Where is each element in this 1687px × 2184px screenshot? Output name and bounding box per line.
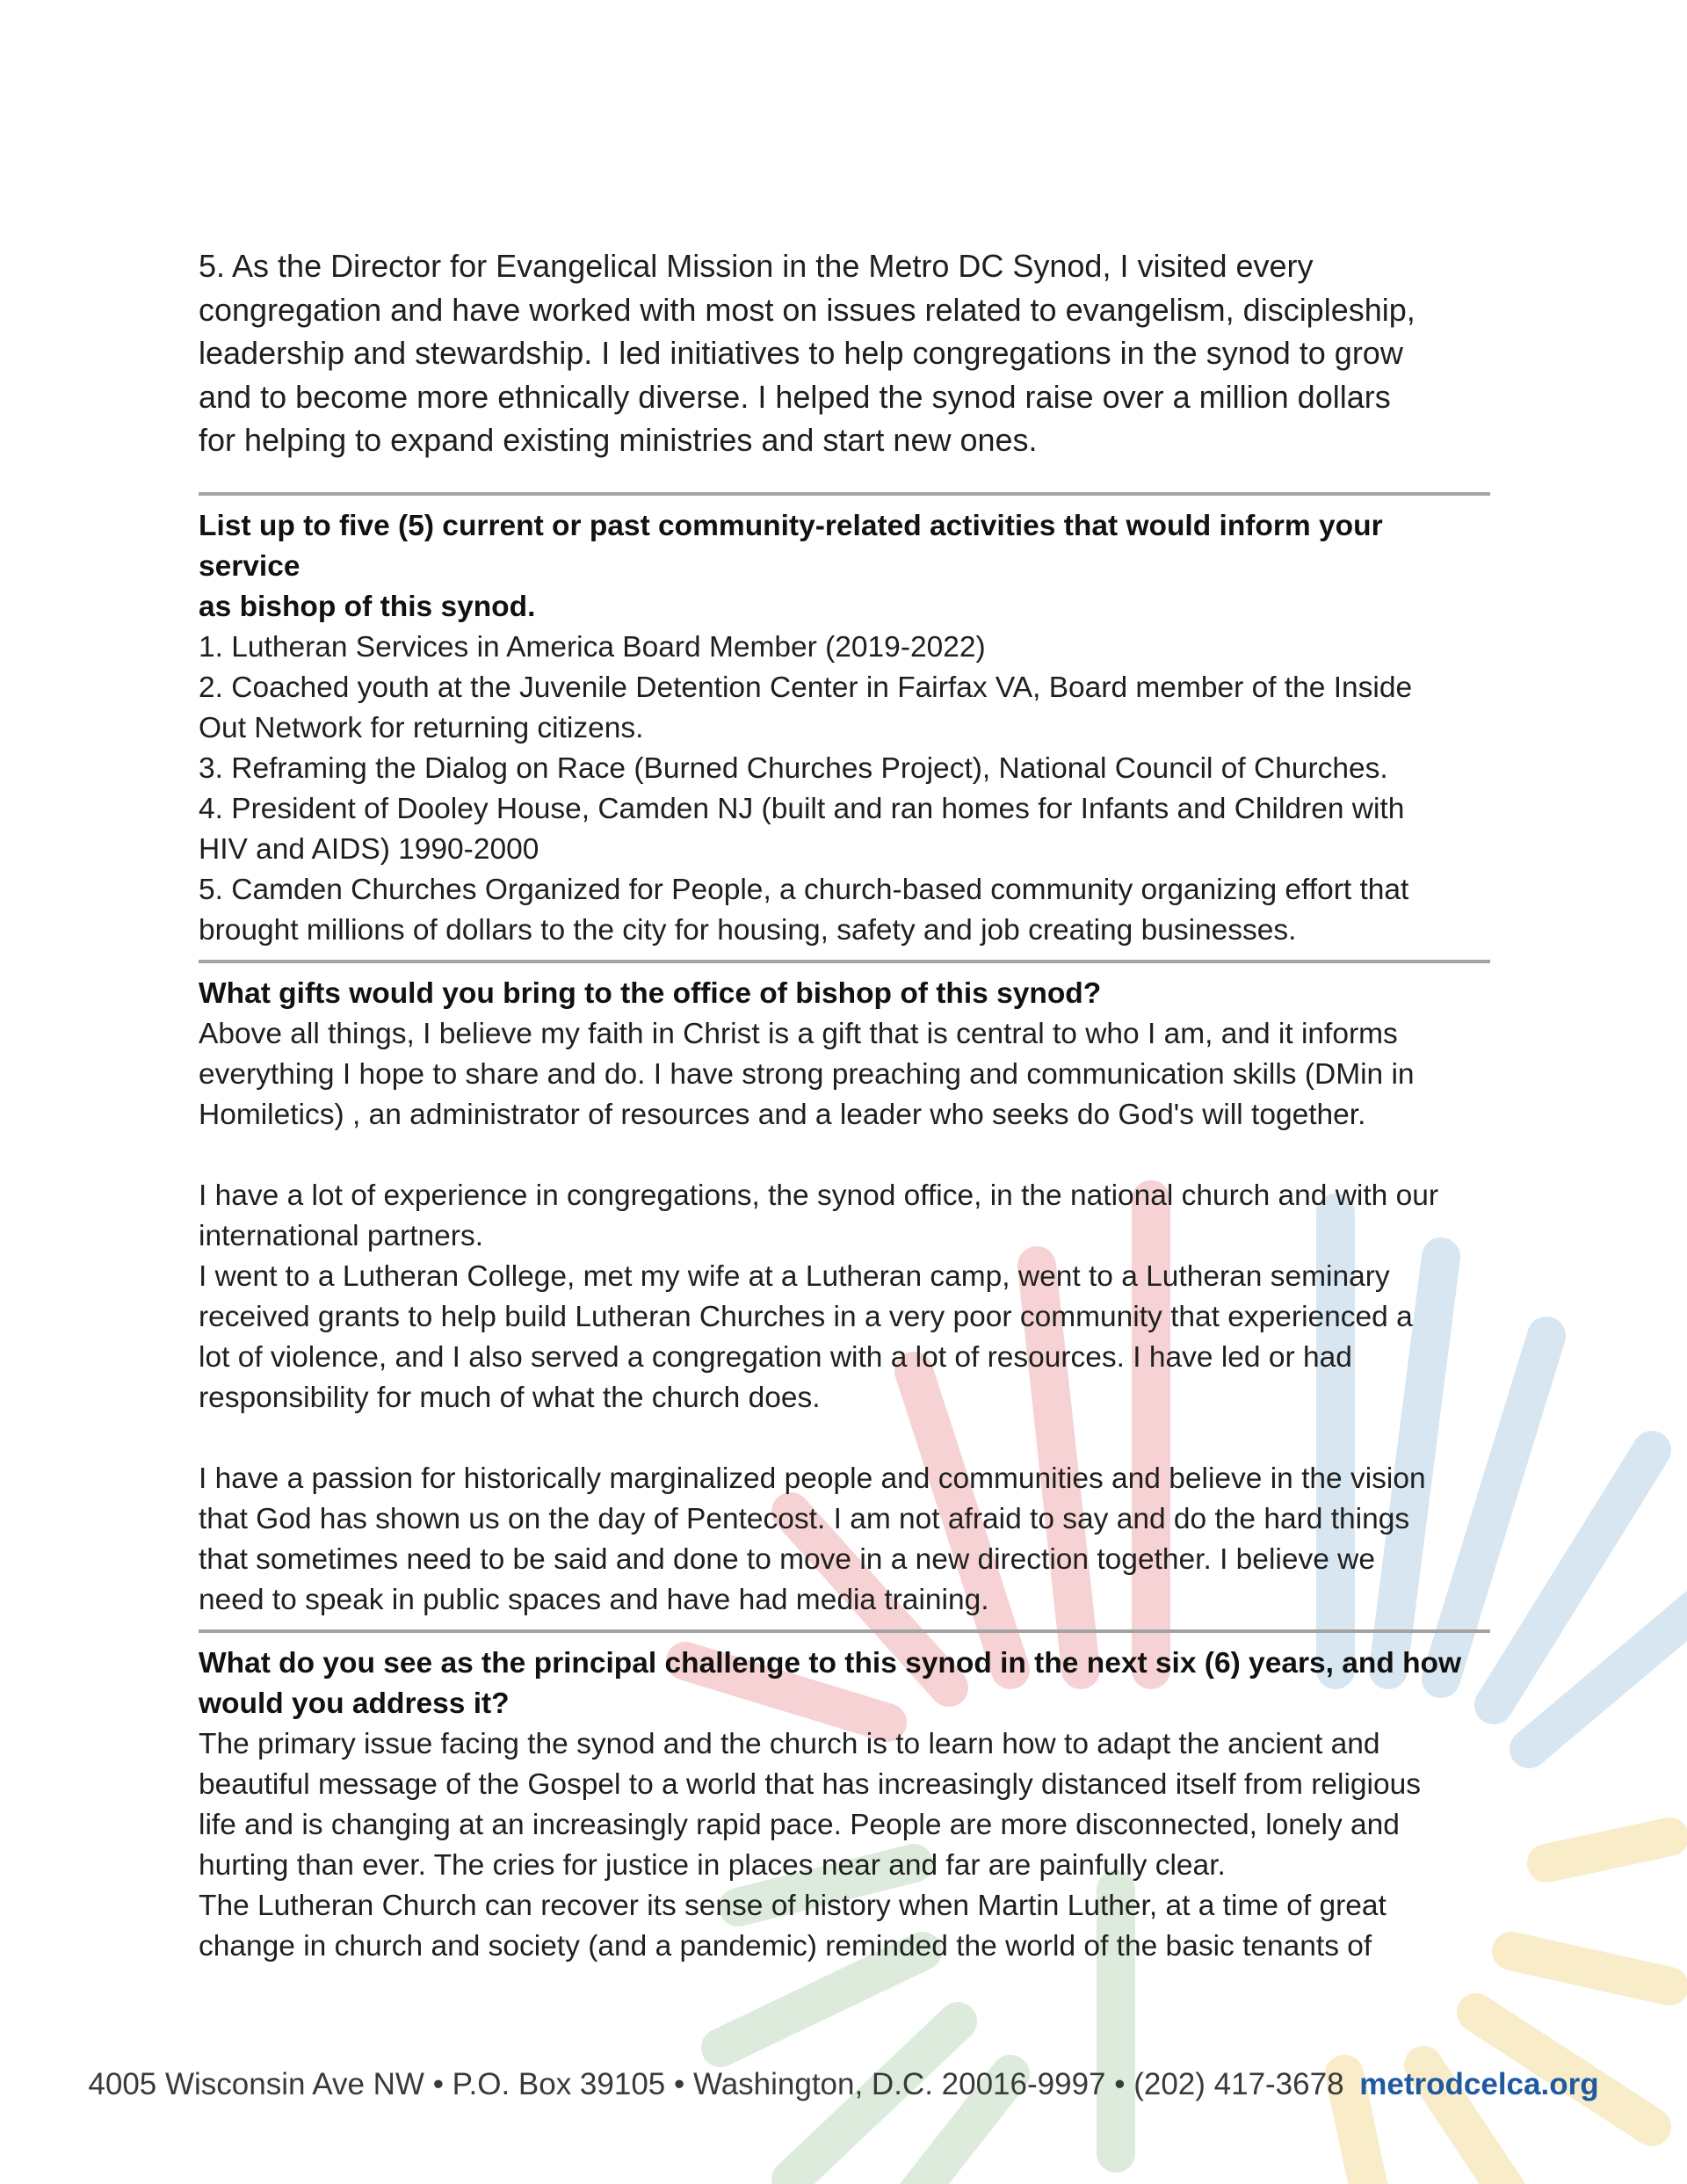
community-answer-line: brought millions of dollars to the city for housing, safety and job creating businesses. <box>199 913 1297 947</box>
document-body <box>199 244 1490 1976</box>
gifts-answer-line: that God has shown us on the day of Pentecost. I am not afraid to say and do the hard things <box>199 1502 1410 1535</box>
challenge-answer-line: hurting than ever. The cries for justice in places near and far are painfully clear. <box>199 1848 1226 1882</box>
intro-line: congregation and have worked with most on issues related to evangelism, discipleship, <box>199 291 1415 328</box>
challenge-question-line: What do you see as the principal challenge to this synod in the next six (6) years, and how <box>199 1646 1462 1680</box>
community-answer-line: 1. Lutheran Services in America Board Member (2019-2022) <box>199 630 986 664</box>
community-question-line: List up to five (5) current or past community-related activities that would inform your service <box>199 509 1383 583</box>
challenge-section <box>199 1633 1490 1976</box>
community-answer-line: 3. Reframing the Dialog on Race (Burned Churches Project), National Council of Churches. <box>199 751 1388 785</box>
gifts-answer-line: I went to a Lutheran College, met my wife at a Lutheran camp, went to a Lutheran seminary <box>199 1259 1390 1293</box>
gifts-answer-line: responsibility for much of what the church does. <box>199 1381 821 1414</box>
gifts-answer-line: I have a lot of experience in congregations, the synod office, in the national church and with our <box>199 1179 1439 1212</box>
challenge-answer-line: change in church and society (and a pandemic) reminded the world of the basic tenants of <box>199 1929 1372 1963</box>
paragraph-gap <box>199 1136 1490 1176</box>
gifts-section <box>199 963 1490 1629</box>
community-answer-line: 2. Coached youth at the Juvenile Detention Center in Fairfax VA, Board member of the Inside <box>199 671 1413 704</box>
footer-website-link[interactable]: metrodcelca.org <box>1359 2067 1599 2101</box>
page-footer <box>0 2067 1687 2102</box>
community-answer-line: 4. President of Dooley House, Camden NJ (built and ran homes for Infants and Children with <box>199 792 1405 825</box>
gifts-answer-line: international partners. <box>199 1219 484 1252</box>
community-answer-line: HIV and AIDS) 1990-2000 <box>199 832 539 866</box>
challenge-answer-line: The primary issue facing the synod and the church is to learn how to adapt the ancient and <box>199 1727 1380 1760</box>
gifts-answer-line: I have a passion for historically marginalized people and communities and believe in the vision <box>199 1462 1426 1495</box>
challenge-answer-line: beautiful message of the Gospel to a world that has increasingly distanced itself from religious <box>199 1767 1421 1801</box>
watermark-ray-yellow-1 <box>1546 1837 1669 1863</box>
challenge-answer-line: The Lutheran Church can recover its sense of history when Martin Luther, at a time of great <box>199 1889 1387 1922</box>
community-question-line: as bishop of this synod. <box>199 590 536 623</box>
gifts-answer-line: need to speak in public spaces and have had media training. <box>199 1583 989 1616</box>
challenge-question-line: would you address it? <box>199 1687 510 1720</box>
gifts-answer-line: Above all things, I believe my faith in Christ is a gift that is central to who I am, and it informs <box>199 1017 1398 1050</box>
community-section <box>199 496 1490 960</box>
challenge-answer-line: life and is changing at an increasingly rapid pace. People are more disconnected, lonely and <box>199 1808 1400 1841</box>
community-question <box>199 506 1490 628</box>
gifts-question: What gifts would you bring to the office of bishop of this synod? <box>199 976 1102 1010</box>
paragraph-gap <box>199 1419 1490 1459</box>
community-answer-line: 5. Camden Churches Organized for People, a church-based community organizing effort that <box>199 873 1409 906</box>
intro-line: leadership and stewardship. I led initiatives to help congregations in the synod to grow <box>199 335 1403 371</box>
intro-line: for helping to expand existing ministries and start new ones. <box>199 422 1038 458</box>
intro-line: 5. As the Director for Evangelical Mission in the Metro DC Synod, I visited every <box>199 248 1314 284</box>
gifts-answer-line: lot of violence, and I also served a congregation with a lot of resources. I have led or had <box>199 1340 1352 1374</box>
community-answer-line: Out Network for returning citizens. <box>199 711 644 744</box>
footer-address: 4005 Wisconsin Ave NW • P.O. Box 39105 • Washington, D.C. 20016-9997 • (202) 417-3678 <box>88 2067 1344 2101</box>
intro-line: and to become more ethnically diverse. I helped the synod raise over a million dollars <box>199 378 1391 415</box>
gifts-answer-line: Homiletics) , an administrator of resources and a leader who seeks do God's will together. <box>199 1098 1366 1131</box>
intro-answer <box>199 244 1490 462</box>
watermark-ray-yellow-2 <box>1511 1951 1669 1986</box>
challenge-question <box>199 1643 1490 1724</box>
gifts-answer-line: received grants to help build Lutheran Churches in a very poor community that experienced a <box>199 1300 1413 1333</box>
gifts-answer-line: that sometimes need to be said and done to move in a new direction together. I believe we <box>199 1542 1375 1576</box>
gifts-answer-line: everything I hope to share and do. I have strong preaching and communication skills (DMin in <box>199 1057 1415 1091</box>
